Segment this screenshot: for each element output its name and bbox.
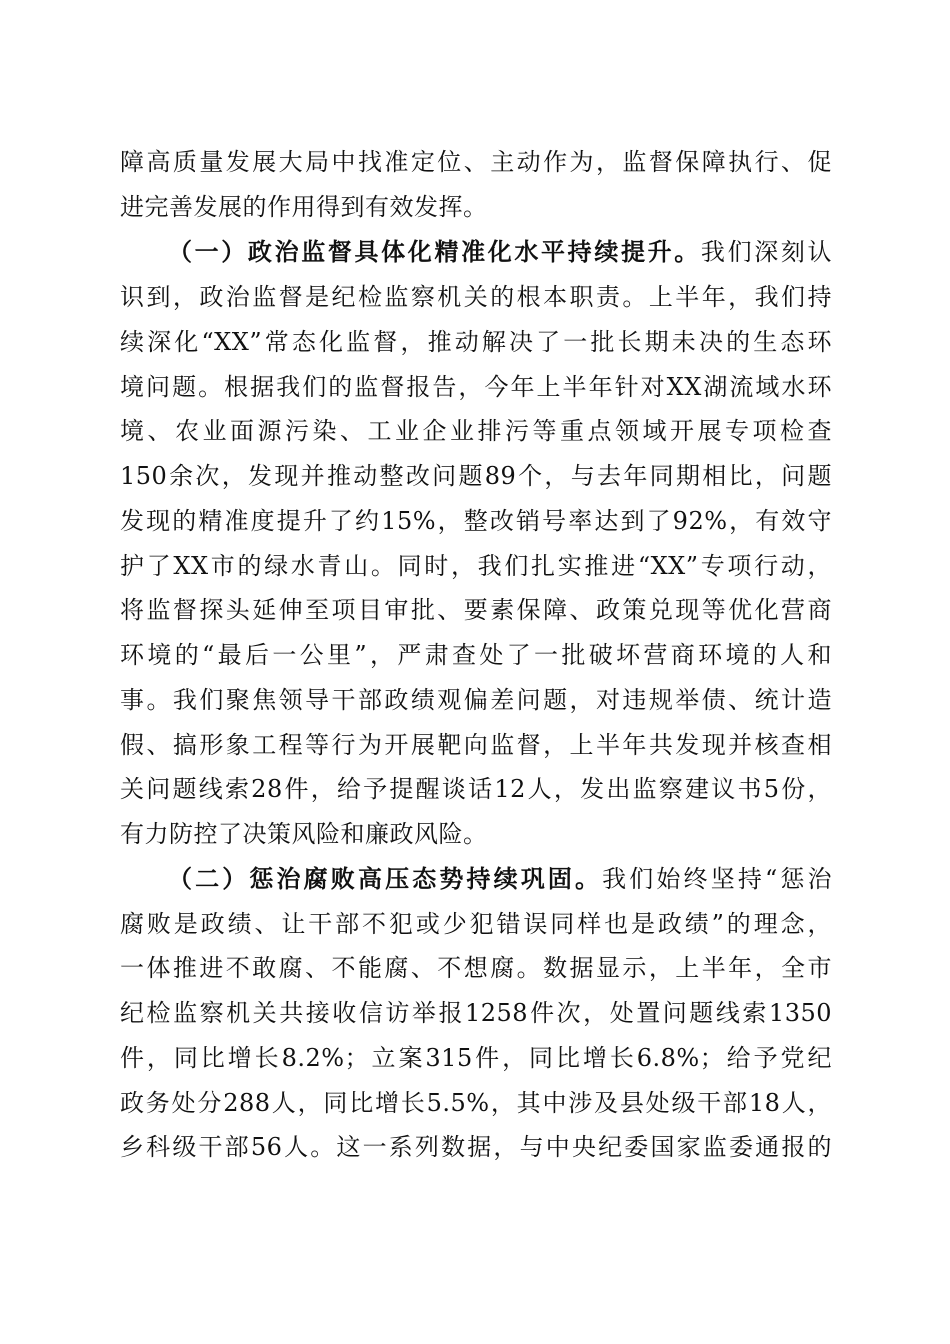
text-line: 护了XX市的绿水青山。同时，我们扎实推进“XX”专项行动， (120, 552, 832, 580)
text-line: 环境的“最后一公里”，严肃查处了一批破坏营商环境的人和 (120, 641, 832, 669)
text-line: 将监督探头延伸至项目审批、要素保障、政策兑现等优化营商 (120, 596, 832, 624)
text-line: 事。我们聚焦领导干部政绩观偏差问题，对违规举债、统计造 (120, 686, 832, 714)
text-line: 障高质量发展大局中找准定位、主动作为，监督保障执行、促 (120, 148, 832, 176)
text-line: 续深化“XX”常态化监督，推动解决了一批长期未决的生态环 (120, 328, 832, 356)
text-line: 150余次，发现并推动整改问题89个，与去年同期相比，问题 (120, 462, 832, 490)
text-line: 有力防控了决策风险和廉政风险。 (120, 820, 488, 848)
text-line: 识到，政治监督是纪检监察机关的根本职责。上半年，我们持 (120, 283, 832, 311)
text-span: 我们始终坚持“惩治 (602, 865, 832, 893)
text-line: 境、农业面源污染、工业企业排污等重点领域开展专项检查 (120, 417, 832, 445)
section-heading: （二）惩治腐败高压态势持续巩固。 (168, 864, 603, 893)
text-line: 假、搞形象工程等行为开展靶向监督，上半年共发现并核查相 (120, 731, 832, 759)
text-line: 关问题线索28件，给予提醒谈话12人，发出监察建议书5份， (120, 775, 832, 803)
paragraph-first-line (168, 862, 832, 896)
text-line: 件，同比增长8.2%；立案315件，同比增长6.8%；给予党纪 (120, 1044, 832, 1072)
text-line: 进完善发展的作用得到有效发挥。 (120, 193, 488, 221)
text-line: 纪检监察机关共接收信访举报1258件次，处置问题线索1350 (120, 999, 832, 1027)
text-line: 乡科级干部56人。这一系列数据，与中央纪委国家监委通报的 (120, 1133, 832, 1161)
text-line: 政务处分288人，同比增长5.5%，其中涉及县处级干部18人， (120, 1089, 832, 1117)
paragraph-first-line (168, 235, 832, 269)
text-line: 发现的精准度提升了约15%，整改销号率达到了92%，有效守 (120, 507, 832, 535)
section-heading: （一）政治监督具体化精准化水平持续提升。 (168, 237, 701, 266)
text-span: 我们深刻认 (700, 238, 833, 266)
text-line: 境问题。根据我们的监督报告，今年上半年针对XX湖流域水环 (120, 373, 832, 401)
text-line: 一体推进不敢腐、不能腐、不想腐。数据显示，上半年，全市 (120, 954, 832, 982)
text-line: 腐败是政绩、让干部不犯或少犯错误同样也是政绩”的理念， (120, 910, 832, 938)
